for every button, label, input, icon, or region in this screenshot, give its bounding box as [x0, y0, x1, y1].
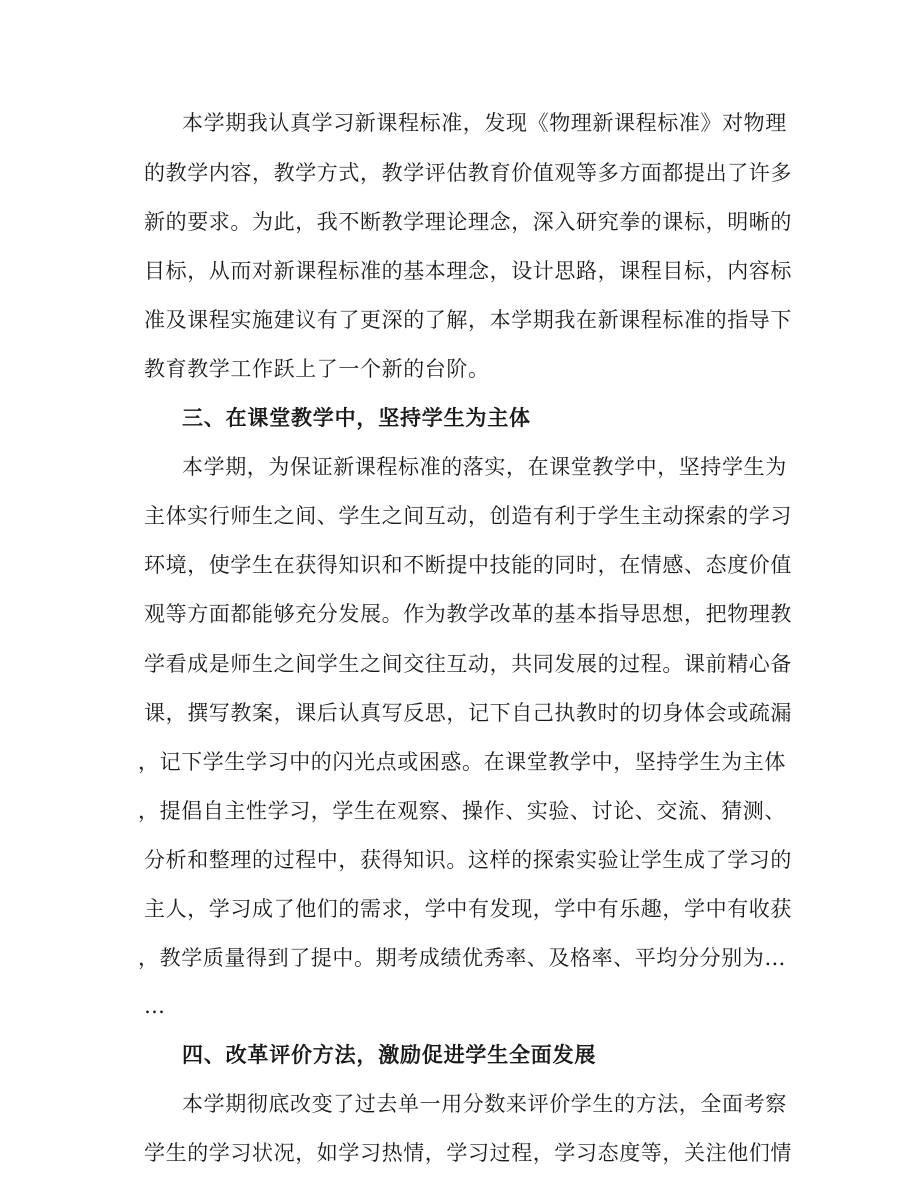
paragraph-line: 主人，学习成了他们的需求，学中有发现，学中有乐趣，学中有收获 [144, 897, 792, 921]
paragraph-line: 新的要求。为此，我不断教学理论理念，深入研究拳的课标，明晰的 [144, 210, 792, 234]
paragraph-line: 环境，使学生在获得知识和不断提中技能的同时，在情感、态度价值 [144, 553, 792, 577]
paragraph-line: 本学期，为保证新课程标准的落实，在课堂教学中，坚持学生为 [182, 455, 787, 479]
paragraph-line: 观等方面都能够充分发展。作为教学改革的基本指导思想，把物理教 [144, 602, 792, 626]
section-heading: 三、在课堂教学中，坚持学生为主体 [182, 405, 531, 430]
paragraph-line: 的教学内容，教学方式，教学评估教育价值观等多方面都提出了许多 [144, 161, 792, 185]
paragraph-line: 分析和整理的过程中，获得知识。这样的探索实验让学生成了学习的 [144, 848, 792, 872]
paragraph-line: 主体实行师生之间、学生之间互动，创造有利于学生主动探索的学习 [144, 504, 792, 528]
paragraph-line: 准及课程实施建议有了更深的了解，本学期我在新课程标准的指导下 [144, 308, 792, 332]
paragraph-line: ，提倡自主性学习，学生在观察、操作、实验、讨论、交流、猜测、 [138, 799, 786, 823]
paragraph-line: 学生的学习状况，如学习热情，学习过程，学习态度等，关注他们情 [144, 1141, 792, 1165]
paragraph-line: 目标，从而对新课程标准的基本理念，设计思路，课程目标，内容标 [144, 259, 792, 283]
paragraph-line: 本学期我认真学习新课程标准，发现《物理新课程标准》对物理 [182, 111, 787, 135]
paragraph-line: ，记下学生学习中的闪光点或困惑。在课堂教学中，坚持学生为主体 [138, 750, 786, 774]
paragraph-line: ，教学质量得到了提中。期考成绩优秀率、及格率、平均分分别为… [138, 946, 786, 970]
paragraph-line: … [144, 994, 166, 1018]
paragraph-line: 课，撰写教案，课后认真写反思，记下自己执教时的切身体会或疏漏 [144, 701, 792, 725]
paragraph-line: 学看成是师生之间学生之间交往互动，共同发展的过程。课前精心备 [144, 652, 792, 676]
section-heading: 四、改革评价方法，激励促进学生全面发展 [182, 1042, 597, 1067]
paragraph-line: 本学期彻底改变了过去单一用分数来评价学生的方法，全面考察 [182, 1092, 787, 1116]
paragraph-line: 教育教学工作跃上了一个新的台阶。 [144, 357, 490, 381]
